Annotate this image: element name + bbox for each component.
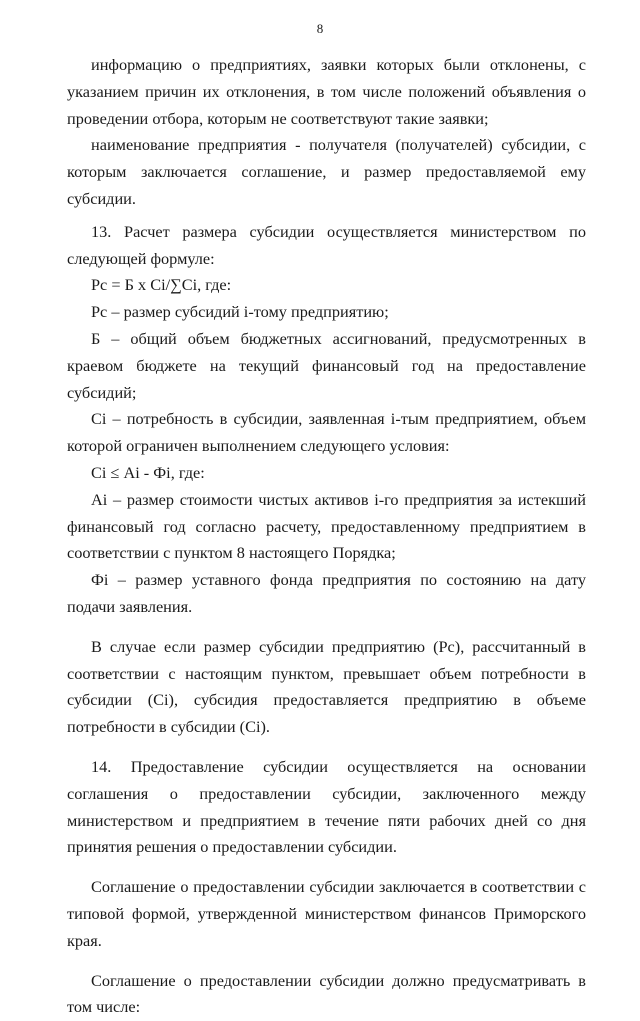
- paragraph-excess-case: В случае если размер субсидии предприятию (Рс), рассчитанный в соответствии с настоящим пунктом, превышает объем потребности в субсидии (Сi), субсидия предоставляется предприятию в объеме потребности в субсидии (Сi).: [67, 634, 586, 741]
- definition-ci: Сi – потребность в субсидии, заявленная i-тым предприятием, объем которой ограничен выполнением следующего условия:: [67, 406, 586, 460]
- paragraph-recipient-name: наименование предприятия - получателя (получателей) субсидии, с которым заключается соглашение, и размер предоставляемой ему субсидии.: [67, 132, 586, 212]
- definition-rs: Рс – размер субсидий i-тому предприятию;: [67, 299, 586, 326]
- definition-ai: Аi – размер стоимости чистых активов i-го предприятия за истекший финансовый год согласно расчету, предоставленному предприятием в соответствии с пунктом 8 настоящего Порядка;: [67, 487, 586, 567]
- formula-condition: Сi ≤ Аi - Фi, где:: [67, 460, 586, 487]
- definition-b: Б – общий объем бюджетных ассигнований, предусмотренных в краевом бюджете на текущий финансовый год на предоставление субсидий;: [67, 326, 586, 406]
- paragraph-13-calculation: 13. Расчет размера субсидии осуществляется министерством по следующей формуле:: [67, 219, 586, 273]
- paragraph-14-agreement: 14. Предоставление субсидии осуществляется на основании соглашения о предоставлении субсидии, заключенного между министерством и предприятием в течение пяти рабочих дней со дня принятия решения о предоставлении субсидии.: [67, 754, 586, 861]
- paragraph-agreement-form: Соглашение о предоставлении субсидии заключается в соответствии с типовой формой, утвержденной министерством финансов Приморского края.: [67, 874, 586, 954]
- definition-fi: Фi – размер уставного фонда предприятия по состоянию на дату подачи заявления.: [67, 567, 586, 621]
- paragraph-agreement-contents: Соглашение о предоставлении субсидии должно предусматривать в том числе:: [67, 968, 586, 1021]
- document-body: [67, 52, 586, 1021]
- formula-subsidy: Рс = Б х Сi/∑Сi, где:: [67, 272, 586, 299]
- paragraph-rejected-info: информацию о предприятиях, заявки которых были отклонены, с указанием причин их отклонения, в том числе положений объявления о проведении отбора, которым не соответствуют такие заявки;: [67, 52, 586, 132]
- page-number: 8: [0, 21, 640, 37]
